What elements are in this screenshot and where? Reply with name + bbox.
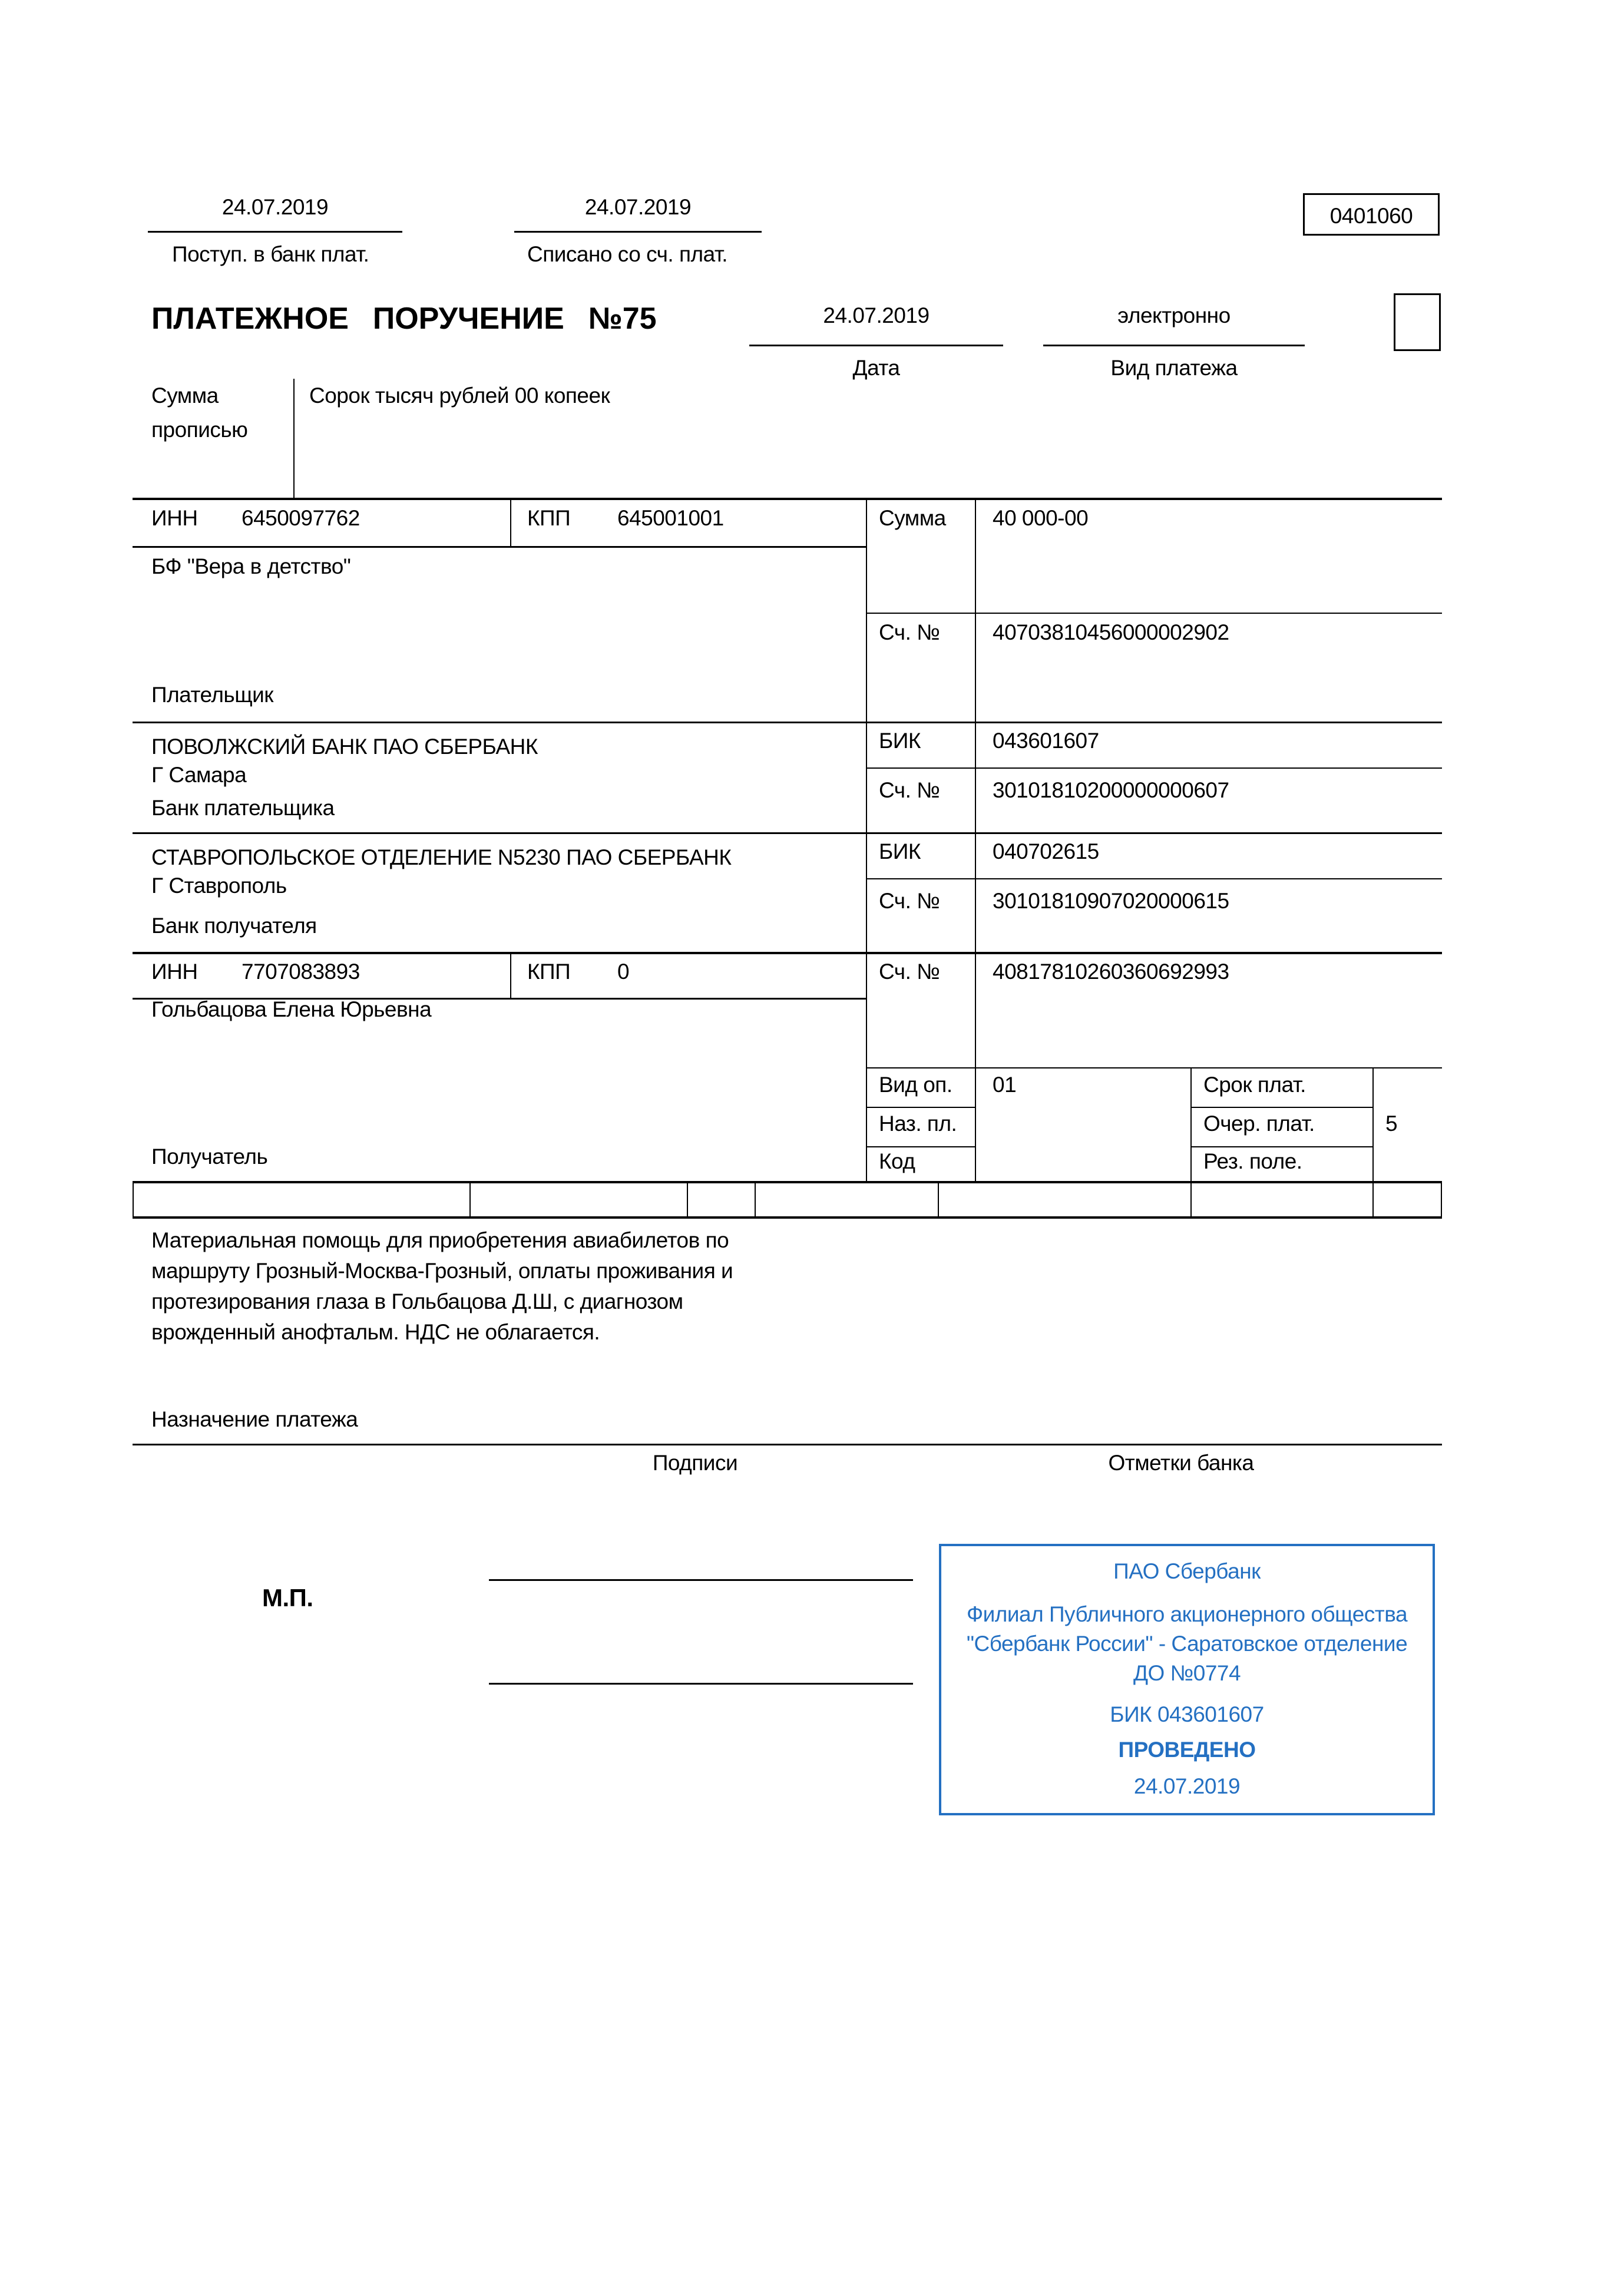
grid-line [133, 1181, 1442, 1183]
payee-account-value: 40817810260360692993 [993, 960, 1229, 984]
signatures-label: Подписи [652, 1451, 738, 1475]
grid-line [133, 1181, 134, 1216]
payer-bank-bik-label: БИК [879, 729, 921, 753]
form-code-box [1303, 193, 1440, 236]
payer-kpp-value: 645001001 [617, 506, 724, 530]
stamp-branch-line: ДО №0774 [1133, 1661, 1241, 1685]
received-date: 24.07.2019 [221, 195, 329, 219]
debited-date: 24.07.2019 [584, 195, 692, 219]
payee-kpp-label: КПП [527, 960, 571, 984]
grid-line [1372, 1181, 1374, 1216]
stamp-date: 24.07.2019 [1133, 1774, 1241, 1798]
grid-line [510, 952, 511, 998]
payer-bank-name: ПОВОЛЖСКИЙ БАНК ПАО СБЕРБАНК [151, 735, 538, 759]
grid-line [133, 498, 1442, 500]
grid-line [510, 498, 511, 546]
stamp-branch-line: "Сбербанк России" - Саратовское отделение [966, 1632, 1408, 1656]
payer-label: Плательщик [151, 683, 273, 707]
grid-line [755, 1181, 756, 1216]
bank-marks-label: Отметки банка [1108, 1451, 1254, 1475]
amount-value: 40 000-00 [993, 506, 1089, 530]
signature-line [489, 1579, 913, 1581]
payee-bank-city: Г Ставрополь [151, 874, 287, 898]
grid-line [133, 546, 866, 548]
bank-stamp [939, 1544, 1435, 1815]
document-date: 24.07.2019 [823, 303, 930, 327]
payee-label: Получатель [151, 1144, 268, 1169]
purpose-line: протезирования глаза в Гольбацова Д.Ш, с диагнозом [151, 1289, 683, 1314]
grid-line [1190, 1067, 1192, 1181]
grid-line [866, 1146, 976, 1147]
stamp-bik: БИК 043601607 [1110, 1702, 1264, 1726]
payee-inn-value: 7707083893 [242, 960, 360, 984]
payee-name: Гольбацова Елена Юрьевна [151, 997, 432, 1021]
grid-line [133, 832, 1442, 834]
payee-account-label: Сч. № [879, 960, 940, 984]
payment-type-label: Вид платежа [1110, 356, 1238, 380]
payee-bank-bik-label: БИК [879, 839, 921, 864]
debited-date-label: Списано со сч. плат. [527, 242, 728, 266]
op-type-label: Вид оп. [879, 1073, 952, 1097]
grid-line [469, 1181, 471, 1216]
payee-bank-bik-value: 040702615 [993, 839, 1099, 864]
grid-line [866, 613, 1442, 614]
document-date-label: Дата [852, 356, 900, 380]
op-type-value: 01 [993, 1073, 1017, 1097]
payment-type: электронно [1117, 303, 1231, 327]
payment-type-line [1043, 345, 1305, 346]
grid-line [1190, 1181, 1192, 1216]
grid-line [1441, 1181, 1442, 1216]
payer-name: БФ "Вера в детство" [151, 554, 351, 578]
document-title: ПЛАТЕЖНОЕ ПОРУЧЕНИЕ №75 [151, 302, 657, 336]
stamp-status: ПРОВЕДЕНО [1118, 1738, 1256, 1762]
payee-bank-name: СТАВРОПОЛЬСКОЕ ОТДЕЛЕНИЕ N5230 ПАО СБЕРБАНК [151, 845, 732, 869]
payee-bank-account-label: Сч. № [879, 889, 940, 913]
signature-line [489, 1683, 913, 1685]
amount-words-label-2: прописью [151, 418, 248, 442]
grid-line [133, 1444, 1442, 1445]
payee-kpp-value: 0 [617, 960, 630, 984]
grid-line [133, 722, 1442, 723]
due-date-label: Срок плат. [1203, 1073, 1306, 1097]
received-date-line [148, 231, 402, 233]
grid-line [1190, 1146, 1374, 1147]
purpose-line: Материальная помощь для приобретения авиабилетов по [151, 1228, 729, 1252]
purpose-line: маршруту Грозный-Москва-Грозный, оплаты проживания и [151, 1259, 733, 1283]
amount-label: Сумма [879, 506, 946, 530]
payer-kpp-label: КПП [527, 506, 571, 530]
stamp-bank-name: ПАО Сбербанк [1113, 1559, 1261, 1583]
priority-label: Очер. плат. [1203, 1111, 1315, 1136]
payer-bank-city: Г Самара [151, 763, 247, 787]
payer-inn-label: ИНН [151, 506, 198, 530]
grid-line [133, 1216, 1442, 1219]
debited-date-line [514, 231, 762, 233]
reserve-field-label: Рез. поле. [1203, 1149, 1302, 1173]
priority-value: 5 [1385, 1111, 1398, 1136]
purpose-label: Назначение платежа [151, 1407, 358, 1431]
grid-line [866, 1067, 1442, 1068]
grid-line [687, 1181, 688, 1216]
grid-line [1372, 1067, 1374, 1181]
seal-place-label: М.П. [262, 1584, 313, 1612]
grid-line [938, 1181, 939, 1216]
grid-line [866, 1107, 976, 1108]
payer-bank-bik-value: 043601607 [993, 729, 1099, 753]
grid-line [975, 498, 976, 1181]
amount-words-divider [293, 379, 295, 498]
stamp-branch-line: Филиал Публичного акционерного общества [966, 1602, 1408, 1626]
amount-words-label-1: Сумма [151, 383, 219, 408]
code-label: Код [879, 1149, 915, 1173]
grid-line [1190, 1107, 1374, 1108]
payer-account-value: 40703810456000002902 [993, 620, 1229, 644]
payer-account-label: Сч. № [879, 620, 940, 644]
payer-inn-value: 6450097762 [242, 506, 360, 530]
payee-bank-label: Банк получателя [151, 914, 317, 938]
status-checkbox [1394, 293, 1441, 351]
grid-line [866, 767, 1442, 769]
payee-inn-label: ИНН [151, 960, 198, 984]
payer-bank-label: Банк плательщика [151, 796, 335, 820]
grid-line [866, 498, 867, 1181]
grid-line [866, 878, 1442, 879]
payer-bank-account-label: Сч. № [879, 778, 940, 802]
payer-bank-account-value: 30101810200000000607 [993, 778, 1229, 802]
amount-words-value: Сорок тысяч рублей 00 копеек [309, 383, 610, 408]
form-code: 0401060 [1329, 204, 1413, 228]
purpose-line: врожденный анофтальм. НДС не облагается. [151, 1320, 600, 1344]
received-date-label: Поступ. в банк плат. [172, 242, 369, 266]
grid-line [133, 952, 1442, 954]
purpose-code-label: Наз. пл. [879, 1111, 957, 1136]
document-date-line [749, 345, 1003, 346]
payee-bank-account-value: 30101810907020000615 [993, 889, 1229, 913]
